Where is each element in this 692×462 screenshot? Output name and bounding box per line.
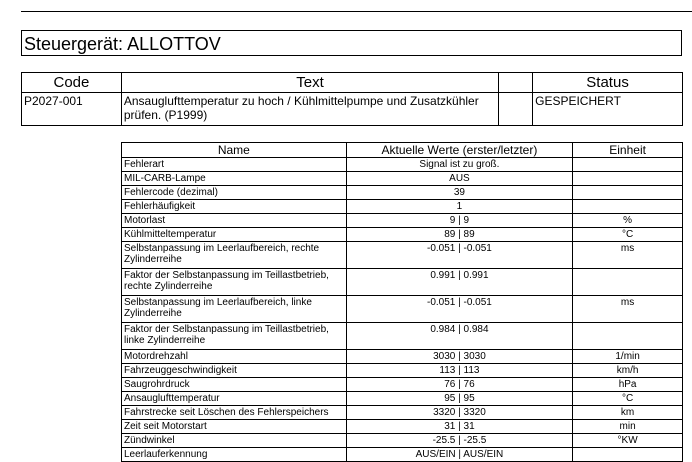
param-unit: km/h — [573, 364, 683, 378]
param-unit: min — [573, 420, 683, 434]
param-unit: 1/min — [573, 350, 683, 364]
param-name: Zeit seit Motorstart — [122, 420, 347, 434]
param-name: Ansauglufttemperatur — [122, 392, 347, 406]
table-row — [122, 269, 683, 296]
param-name: Fehlerhäufigkeit — [122, 200, 347, 214]
fault-code-row — [22, 93, 683, 126]
table-row — [122, 242, 683, 269]
param-name: Selbstanpassung im Leerlaufbereich, rechte Zylinderreihe — [122, 242, 347, 269]
param-unit — [573, 172, 683, 186]
freeze-frame-table — [121, 142, 683, 462]
param-name: Motorlast — [122, 214, 347, 228]
name-header: Name — [122, 143, 347, 158]
table-row — [122, 172, 683, 186]
table-row — [122, 228, 683, 242]
param-name: Fahrstrecke seit Löschen des Fehlerspeichers — [122, 406, 347, 420]
param-name: Leerlauferkennung — [122, 448, 347, 462]
text-header: Text — [121, 73, 498, 93]
fault-text: Ansauglufttemperatur zu hoch / Kühlmittelpumpe und Zusatzkühler prüfen. (P1999) — [121, 93, 498, 126]
param-unit: °C — [573, 228, 683, 242]
param-unit: ms — [573, 296, 683, 323]
status-header: Status — [533, 73, 683, 93]
table-row — [122, 420, 683, 434]
param-name: Saugrohrdruck — [122, 378, 347, 392]
param-value: AUS — [346, 172, 573, 186]
param-value: AUS/EIN | AUS/EIN — [346, 448, 573, 462]
param-value: 95 | 95 — [346, 392, 573, 406]
ecu-title: Steuergerät: ALLOTTOV — [21, 30, 682, 56]
top-divider — [21, 11, 692, 12]
values-header: Aktuelle Werte (erster/letzter) — [346, 143, 573, 158]
table-row — [122, 364, 683, 378]
unit-header: Einheit — [573, 143, 683, 158]
fault-status: GESPEICHERT — [533, 93, 683, 126]
param-unit — [573, 158, 683, 172]
param-value: 113 | 113 — [346, 364, 573, 378]
table-row — [122, 406, 683, 420]
param-unit: % — [573, 214, 683, 228]
param-unit: °C — [573, 392, 683, 406]
param-value: 0.991 | 0.991 — [346, 269, 573, 296]
param-name: Zündwinkel — [122, 434, 347, 448]
param-unit — [573, 269, 683, 296]
param-name: MIL-CARB-Lampe — [122, 172, 347, 186]
table-row — [122, 186, 683, 200]
param-name: Kühlmitteltemperatur — [122, 228, 347, 242]
table-row — [122, 200, 683, 214]
fault-extra — [499, 93, 533, 126]
param-value: 3030 | 3030 — [346, 350, 573, 364]
param-value: 89 | 89 — [346, 228, 573, 242]
freeze-frame-header-row — [122, 143, 683, 158]
param-value: 76 | 76 — [346, 378, 573, 392]
param-unit — [573, 200, 683, 214]
table-row — [122, 323, 683, 350]
blank-header — [499, 73, 533, 93]
fault-code: P2027-001 — [22, 93, 122, 126]
param-value: 1 — [346, 200, 573, 214]
fault-code-header-row — [22, 73, 683, 93]
fault-code-table — [21, 72, 683, 126]
param-value: -0.051 | -0.051 — [346, 242, 573, 269]
table-row — [122, 296, 683, 323]
param-name: Faktor der Selbstanpassung im Teillastbetrieb, linke Zylinderreihe — [122, 323, 347, 350]
table-row — [122, 378, 683, 392]
param-value: Signal ist zu groß. — [346, 158, 573, 172]
param-name: Motordrehzahl — [122, 350, 347, 364]
param-name: Fehlerart — [122, 158, 347, 172]
param-name: Fahrzeuggeschwindigkeit — [122, 364, 347, 378]
param-value: -25.5 | -25.5 — [346, 434, 573, 448]
param-name: Faktor der Selbstanpassung im Teillastbetrieb, rechte Zylinderreihe — [122, 269, 347, 296]
param-value: 9 | 9 — [346, 214, 573, 228]
table-row — [122, 448, 683, 462]
table-row — [122, 350, 683, 364]
param-unit: km — [573, 406, 683, 420]
param-value: 0.984 | 0.984 — [346, 323, 573, 350]
table-row — [122, 214, 683, 228]
param-unit: °KW — [573, 434, 683, 448]
param-name: Selbstanpassung im Leerlaufbereich, linke Zylinderreihe — [122, 296, 347, 323]
param-unit: ms — [573, 242, 683, 269]
param-value: -0.051 | -0.051 — [346, 296, 573, 323]
param-value: 31 | 31 — [346, 420, 573, 434]
param-name: Fehlercode (dezimal) — [122, 186, 347, 200]
param-unit — [573, 186, 683, 200]
param-value: 39 — [346, 186, 573, 200]
param-unit: hPa — [573, 378, 683, 392]
code-header: Code — [22, 73, 122, 93]
param-value: 3320 | 3320 — [346, 406, 573, 420]
param-unit — [573, 448, 683, 462]
table-row — [122, 158, 683, 172]
table-row — [122, 434, 683, 448]
table-row — [122, 392, 683, 406]
param-unit — [573, 323, 683, 350]
